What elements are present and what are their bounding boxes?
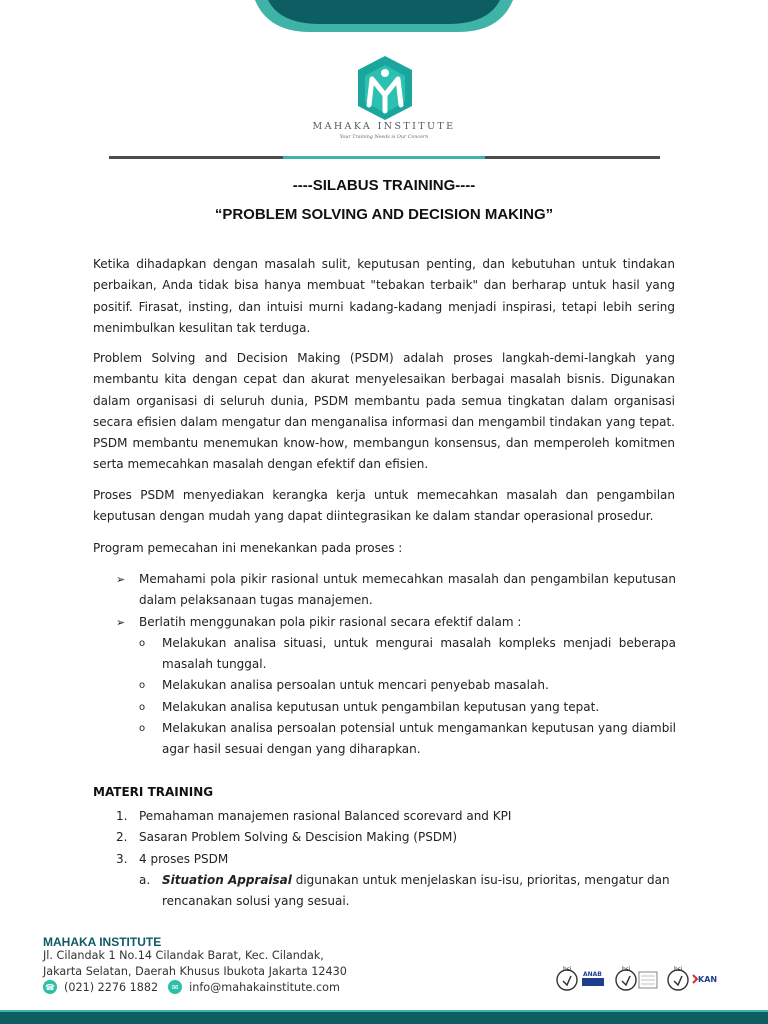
framework-paragraph: Proses PSDM menyediakan kerangka kerja untuk memecahkan masalah dan pengambilan keputusan dengan mudah yang dapat diintegrasikan ke dalam standar operasional prosedur.	[93, 488, 675, 524]
materi-text: Pemahaman manajemen rasional Balanced scorevard and KPI	[139, 809, 512, 823]
list-item	[116, 806, 676, 827]
mahaka-logo-icon	[355, 55, 415, 121]
process-description: digunakan untuk menjelaskan isu-isu, prioritas, mengatur dan rencanakan solusi yang sesuai.	[162, 872, 670, 909]
circle-bullet-icon: o	[139, 637, 146, 649]
list-number: 3.	[116, 851, 128, 866]
materi-list	[116, 806, 676, 912]
sub-bullet-text: Melakukan analisa keputusan untuk pengambilan keputusan yang tepat.	[162, 699, 600, 714]
list-item	[139, 675, 676, 696]
address-line-2: Jakarta Selatan, Daerah Khusus Ibukota Jakarta 12430	[43, 964, 347, 978]
header-divider	[109, 156, 660, 159]
sub-bullet-text: Melakukan analisa situasi, untuk mengurai masalah kompleks menjadi beberapa masalah tunggal.	[162, 635, 676, 672]
sub-bullet-text: Melakukan analisa persoalan potensial untuk mengamankan keputusan yang diambil agar hasil sesuai dengan yang diharapkan.	[162, 721, 676, 757]
header-decoration	[0, 0, 768, 34]
analysis-sub-list	[139, 633, 676, 761]
circle-bullet-icon: o	[139, 680, 146, 692]
list-number: 2.	[116, 830, 128, 845]
bullet-text: Berlatih menggunakan pola pikir rasional secara efektif dalam :	[139, 614, 522, 629]
bsi-badge-icon	[557, 966, 577, 990]
bsi-badge-icon	[668, 966, 688, 990]
list-item	[139, 870, 676, 913]
arrow-bullet-icon: ➢	[116, 615, 126, 629]
brand-name: MAHAKA INSTITUTE	[312, 121, 456, 132]
svg-text:ANAB: ANAB	[583, 971, 602, 978]
materi-heading: MATERI TRAINING	[93, 785, 214, 799]
arrow-bullet-icon: ➢	[116, 573, 126, 586]
list-item	[139, 697, 676, 718]
circle-bullet-icon: o	[139, 723, 146, 735]
materi-text: Sasaran Problem Solving & Descision Making (PSDM)	[139, 830, 458, 845]
sub-bullet-text: Melakukan analisa persoalan untuk mencari penyebab masalah.	[162, 678, 549, 693]
email-icon: ✉	[168, 980, 182, 994]
svg-text:bsi: bsi	[622, 966, 631, 973]
svg-text:KAN: KAN	[698, 975, 718, 984]
process-sub-list	[139, 870, 676, 913]
anab-badge-icon	[582, 971, 604, 986]
bsi-badge-icon	[616, 966, 657, 990]
psdm-paragraph: Problem Solving and Decision Making (PSDM) adalah proses langkah-demi-langkah yang membantu kita dengan cepat dan akurat menyelesaikan berbagai masalah bisnis. Digunakan dalam organisasi di seluruh dunia, PSDM membantu pada semua tingkatan dalam organisasi secara efisien dalam mengatur dan menganalisa informasi dan mengambil tindakan yang tepat. PSDM membantu menemukan know-how, membangun konsensus, dan memperoleh komitmen serta memecahkan masalah dengan efektif dan efisien.	[93, 351, 675, 472]
circle-bullet-icon: o	[139, 701, 146, 713]
list-item	[116, 849, 676, 870]
process-term: Situation Appraisal	[162, 872, 292, 887]
address-line-1: Jl. Cilandak 1 No.14 Cilandak Barat, Kec. Cilandak,	[43, 949, 324, 962]
list-number: 1.	[116, 809, 128, 823]
brand-tagline: Your Training Needs is Our Concern	[339, 135, 429, 140]
list-letter: a.	[139, 872, 151, 887]
list-item	[116, 612, 676, 633]
footer-bar	[0, 1010, 768, 1024]
bullet-text: Memahami pola pikir rasional untuk memecahkan masalah dan pengambilan keputusan dalam pelaksanaan tugas manajemen.	[139, 572, 676, 608]
document-subtitle: “PROBLEM SOLVING AND DECISION MAKING”	[214, 206, 554, 223]
list-item	[139, 633, 676, 676]
svg-text:bsi: bsi	[563, 966, 572, 973]
emphasis-paragraph: Program pemecahan ini menekankan pada proses :	[93, 541, 403, 555]
footer-address	[43, 948, 383, 979]
svg-text:bsi: bsi	[674, 966, 683, 973]
phone-icon: ☎	[43, 980, 57, 994]
certification-badges	[556, 965, 731, 993]
footer-contact	[43, 980, 340, 994]
list-item	[116, 827, 676, 848]
footer-org-name: MAHAKA INSTITUTE	[43, 935, 162, 949]
list-item	[139, 718, 676, 761]
email-address[interactable]: info@mahakainstitute.com	[189, 980, 340, 994]
materi-text: 4 proses PSDM	[139, 851, 229, 866]
phone-number[interactable]: (021) 2276 1882	[64, 980, 159, 994]
intro-paragraph: Ketika dihadapkan dengan masalah sulit, keputusan penting, dan kebutuhan untuk tindakan perbaikan, Anda tidak bisa hanya membuat "tebakan terbaik" dan berharap untuk hasil yang positif. Firasat, insting, dan intuisi murni kadang-kadang menjadi inspirasi, tetapi lebih sering menimbulkan kesulitan tak terduga.	[93, 257, 675, 335]
list-item	[116, 569, 676, 612]
process-bullet-list	[116, 569, 676, 761]
document-title: ----SILABUS TRAINING----	[292, 177, 476, 194]
kan-badge-icon	[693, 975, 717, 984]
